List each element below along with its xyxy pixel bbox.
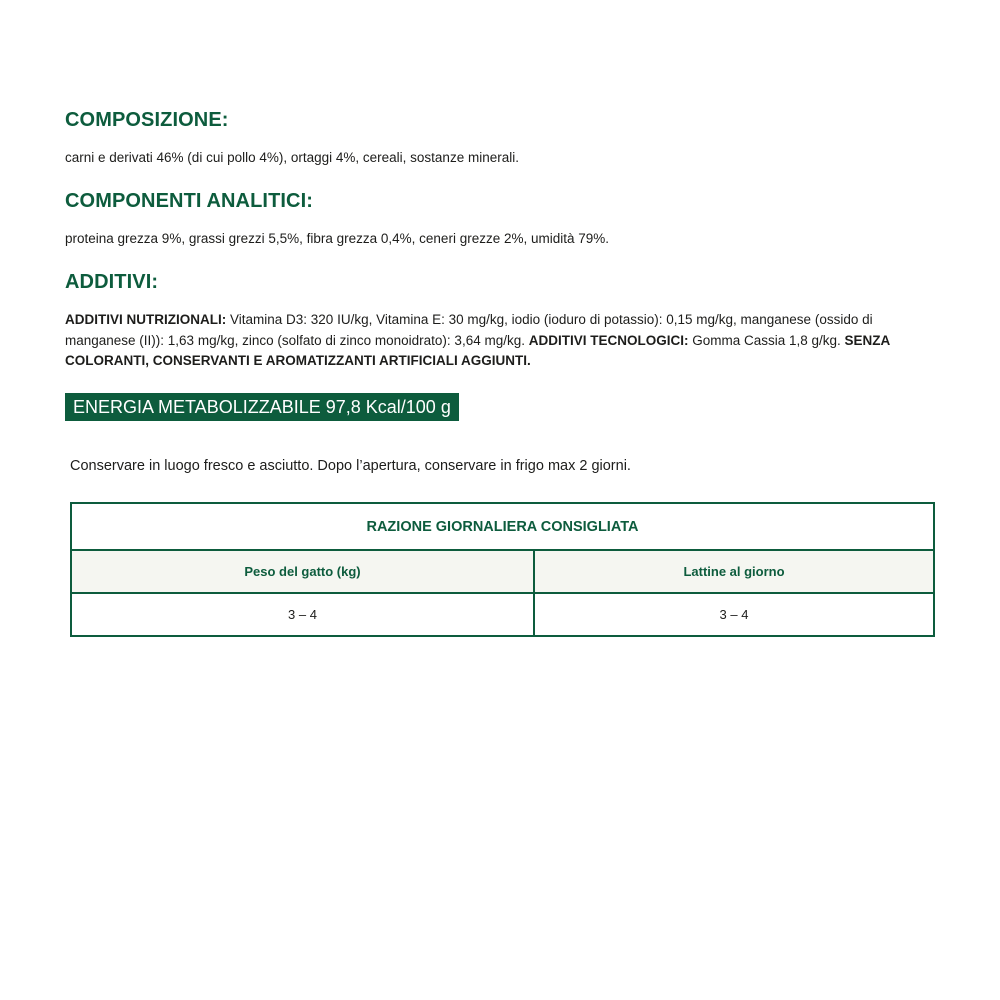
composition-heading: COMPOSIZIONE: — [65, 109, 229, 131]
metabolizable-energy-banner: ENERGIA METABOLIZZABILE 97,8 Kcal/100 g — [65, 393, 459, 421]
additives-text — [65, 310, 915, 372]
column-header-cat-weight: Peso del gatto (kg) — [71, 550, 534, 593]
analytical-components-heading: COMPONENTI ANALITICI: — [65, 190, 314, 212]
cans-per-day-cell: 3 – 4 — [534, 593, 934, 636]
composition-text: carni e derivati 46% (di cui pollo 4%), ortaggi 4%, cereali, sostanze minerali. — [65, 150, 519, 165]
table-row — [71, 593, 934, 636]
storage-instructions: Conservare in luogo fresco e asciutto. Dopo l’apertura, conservare in frigo max 2 giorni. — [70, 458, 631, 474]
cat-weight-cell: 3 – 4 — [71, 593, 534, 636]
technological-additives-label: ADDITIVI TECNOLOGICI: — [528, 332, 689, 348]
table-title-row — [71, 503, 934, 550]
no-artificial-additives-text: SENZA COLORANTI, CONSERVANTI E AROMATIZZANTI ARTIFICIALI AGGIUNTI. — [65, 332, 890, 368]
analytical-components-text: proteina grezza 9%, grassi grezzi 5,5%, fibra grezza 0,4%, ceneri grezze 2%, umidità 79%. — [65, 231, 610, 246]
table-header-row — [71, 550, 934, 593]
nutritional-additives-label: ADDITIVI NUTRIZIONALI: — [65, 312, 227, 327]
additives-heading: ADDITIVI: — [65, 271, 159, 293]
table-title: RAZIONE GIORNALIERA CONSIGLIATA — [71, 503, 934, 550]
column-header-cans-per-day: Lattine al giorno — [534, 550, 934, 593]
technological-additives-text: Gomma Cassia 1,8 g/kg. — [688, 332, 845, 348]
daily-ration-table — [70, 502, 935, 637]
nutritional-additives-text: Vitamina D3: 320 IU/kg, Vitamina E: 30 mg/kg, iodio (ioduro di potassio): 0,15 mg/kg, manganese (ossido di manganese (II)): 1,63 mg/kg, zinco (solfato di zinco monoidrato): 3,64 mg/kg. — [65, 312, 873, 348]
